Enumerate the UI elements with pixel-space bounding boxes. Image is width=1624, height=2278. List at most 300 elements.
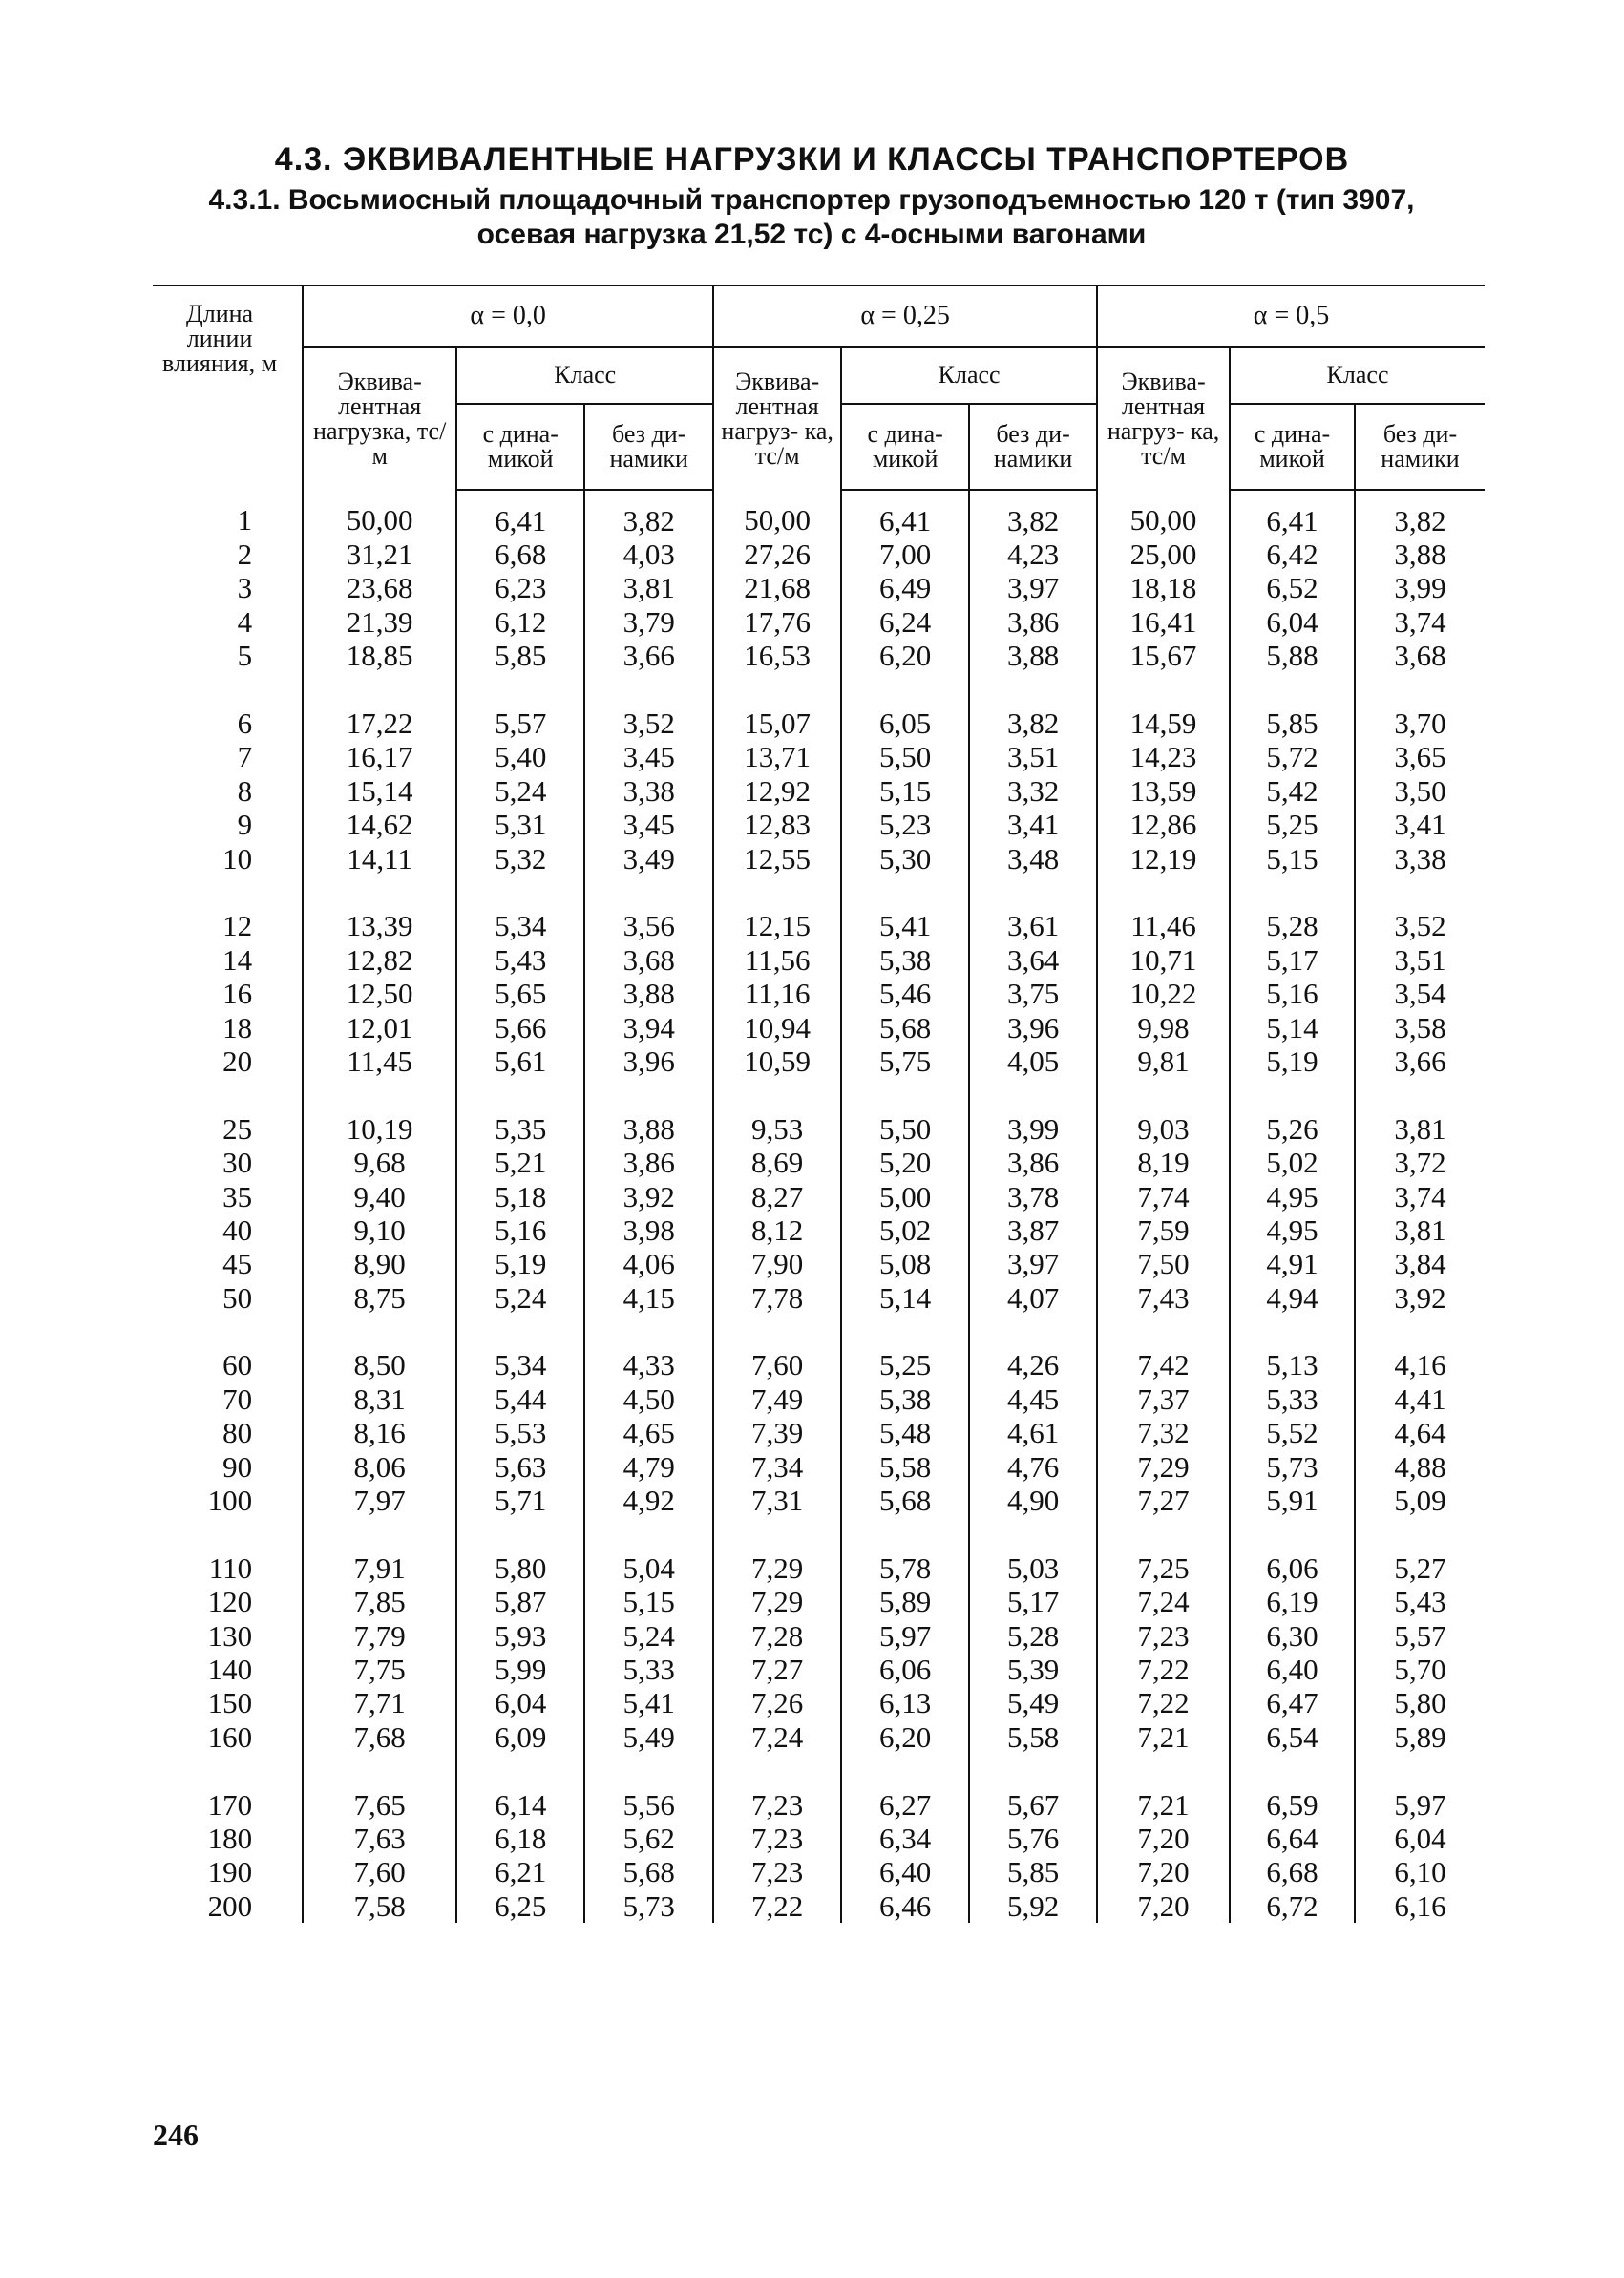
- table-row: [153, 1687, 1485, 1720]
- cell-equiv-load-a025: 7,24: [713, 1720, 841, 1754]
- spacer-cell: [153, 1754, 303, 1787]
- cell-without-dyn-a05: 3,81: [1355, 1112, 1485, 1146]
- table-row: [153, 490, 1485, 538]
- cell-with-dyn-a025: 5,20: [841, 1146, 969, 1179]
- cell-with-dyn-a0: 5,43: [456, 943, 584, 977]
- cell-equiv-load-a05: 7,22: [1097, 1687, 1230, 1720]
- cell-equiv-load-a025: 12,83: [713, 809, 841, 842]
- cell-length: 4: [237, 604, 253, 639]
- spacer-cell: [841, 1518, 969, 1551]
- cell-without-dyn-a05: 5,57: [1355, 1619, 1485, 1653]
- cell-without-dyn-a05: 6,04: [1355, 1822, 1485, 1855]
- cell-equiv-load-a0: 8,31: [303, 1382, 456, 1416]
- cell-length: 80: [222, 1416, 253, 1450]
- table-row: [153, 910, 1485, 943]
- cell-equiv-load-a025: 8,69: [713, 1146, 841, 1179]
- cell-equiv-load-a05: 50,00: [1097, 490, 1230, 538]
- cell-equiv-load-a05: 7,59: [1097, 1213, 1230, 1247]
- table-caption-line-2: осевая нагрузка 21,52 тс) с 4-осными вагонами: [476, 219, 1147, 250]
- cell-equiv-load-a05: 7,23: [1097, 1619, 1230, 1653]
- cell-equiv-load-a05: 7,37: [1097, 1382, 1230, 1416]
- cell-without-dyn-a025: 3,51: [969, 741, 1097, 774]
- cell-with-dyn-a025: 5,02: [841, 1213, 969, 1247]
- group-spacer: [153, 1315, 1485, 1348]
- cell-with-dyn-a05: 5,33: [1230, 1382, 1355, 1416]
- group-spacer: [153, 875, 1485, 909]
- cell-length: 18: [222, 1010, 253, 1044]
- cell-length: 150: [207, 1686, 253, 1720]
- cell-without-dyn-a025: 3,48: [969, 842, 1097, 875]
- table-row: [153, 1112, 1485, 1146]
- cell-with-dyn-a0: 5,93: [456, 1619, 584, 1653]
- cell-with-dyn-a0: 5,53: [456, 1417, 584, 1450]
- cell-without-dyn-a0: 5,62: [584, 1822, 713, 1855]
- cell-equiv-load-a05: 7,29: [1097, 1450, 1230, 1484]
- cell-without-dyn-a025: 3,78: [969, 1180, 1097, 1213]
- cell-with-dyn-a025: 6,06: [841, 1653, 969, 1686]
- cell-without-dyn-a05: 3,92: [1355, 1281, 1485, 1315]
- cell-length: 7: [237, 740, 253, 774]
- cell-with-dyn-a025: 5,75: [841, 1044, 969, 1078]
- cell-without-dyn-a05: 3,81: [1355, 1213, 1485, 1247]
- section-heading: 4.3. ЭКВИВАЛЕНТНЫЕ НАГРУЗКИ И КЛАССЫ ТРАНСПОРТЕРОВ: [274, 141, 1350, 178]
- spacer-cell: [969, 1079, 1097, 1112]
- cell-with-dyn-a0: 5,85: [456, 640, 584, 673]
- spacer-cell: [713, 1079, 841, 1112]
- cell-with-dyn-a05: 6,06: [1230, 1551, 1355, 1585]
- table-row: [153, 1619, 1485, 1653]
- cell-with-dyn-a05: 5,19: [1230, 1044, 1355, 1078]
- cell-equiv-load-a025: 21,68: [713, 572, 841, 605]
- cell-without-dyn-a025: 4,61: [969, 1417, 1097, 1450]
- cell-length: 6: [237, 707, 253, 741]
- table-row: [153, 1720, 1485, 1754]
- cell-without-dyn-a0: 3,94: [584, 1011, 713, 1044]
- cell-equiv-load-a05: 11,46: [1097, 910, 1230, 943]
- table-row: [153, 1180, 1485, 1213]
- cell-with-dyn-a025: 5,89: [841, 1586, 969, 1619]
- cell-with-dyn-a0: 5,71: [456, 1484, 584, 1517]
- cell-without-dyn-a05: 3,51: [1355, 943, 1485, 977]
- cell-without-dyn-a05: 3,74: [1355, 605, 1485, 639]
- cell-without-dyn-a05: 4,41: [1355, 1382, 1485, 1416]
- cell-equiv-load-a0: 12,82: [303, 943, 456, 977]
- cell-without-dyn-a05: 3,41: [1355, 809, 1485, 842]
- cell-without-dyn-a025: 3,86: [969, 605, 1097, 639]
- cell-with-dyn-a0: 5,61: [456, 1044, 584, 1078]
- cell-equiv-load-a05: 7,20: [1097, 1889, 1230, 1923]
- header-equiv-load-025: Эквива- лентная нагруз- ка, тс/м: [713, 347, 841, 490]
- cell-with-dyn-a0: 5,24: [456, 1281, 584, 1315]
- spacer-cell: [303, 875, 456, 909]
- cell-with-dyn-a025: 5,25: [841, 1349, 969, 1382]
- cell-without-dyn-a0: 3,86: [584, 1146, 713, 1179]
- cell-equiv-load-a05: 7,20: [1097, 1856, 1230, 1889]
- cell-length: 200: [207, 1888, 253, 1923]
- header-class-05: Класс: [1230, 347, 1485, 404]
- cell-with-dyn-a0: 5,65: [456, 977, 584, 1010]
- cell-with-dyn-a05: 6,30: [1230, 1619, 1355, 1653]
- cell-equiv-load-a0: 10,19: [303, 1112, 456, 1146]
- cell-equiv-load-a025: 8,27: [713, 1180, 841, 1213]
- spacer-cell: [584, 1315, 713, 1348]
- table-row: [153, 1248, 1485, 1281]
- cell-equiv-load-a0: 8,50: [303, 1349, 456, 1382]
- cell-with-dyn-a025: 5,68: [841, 1011, 969, 1044]
- cell-with-dyn-a025: 6,20: [841, 640, 969, 673]
- cell-equiv-load-a025: 11,56: [713, 943, 841, 977]
- header-alpha-05: α = 0,5: [1097, 285, 1485, 347]
- header-length: Длина линии влияния, м: [153, 285, 303, 490]
- table-row: [153, 1551, 1485, 1585]
- spacer-cell: [969, 1754, 1097, 1787]
- cell-without-dyn-a025: 3,86: [969, 1146, 1097, 1179]
- cell-without-dyn-a0: 4,03: [584, 538, 713, 571]
- cell-without-dyn-a0: 5,49: [584, 1720, 713, 1754]
- cell-equiv-load-a05: 7,27: [1097, 1484, 1230, 1517]
- spacer-cell: [1230, 1518, 1355, 1551]
- cell-without-dyn-a025: 3,64: [969, 943, 1097, 977]
- cell-without-dyn-a025: 3,99: [969, 1112, 1097, 1146]
- cell-equiv-load-a0: 7,79: [303, 1619, 456, 1653]
- cell-without-dyn-a0: 5,33: [584, 1653, 713, 1686]
- cell-without-dyn-a0: 3,96: [584, 1044, 713, 1078]
- cell-without-dyn-a05: 3,68: [1355, 640, 1485, 673]
- cell-equiv-load-a025: 11,16: [713, 977, 841, 1010]
- cell-without-dyn-a05: 5,80: [1355, 1687, 1485, 1720]
- cell-equiv-load-a025: 15,07: [713, 707, 841, 740]
- spacer-cell: [1097, 1754, 1230, 1787]
- cell-equiv-load-a0: 14,11: [303, 842, 456, 875]
- cell-equiv-load-a0: 21,39: [303, 605, 456, 639]
- spacer-cell: [1097, 1315, 1230, 1348]
- cell-with-dyn-a05: 6,59: [1230, 1788, 1355, 1822]
- table-row: [153, 1856, 1485, 1889]
- cell-with-dyn-a025: 6,27: [841, 1788, 969, 1822]
- cell-with-dyn-a0: 6,25: [456, 1889, 584, 1923]
- cell-equiv-load-a025: 7,31: [713, 1484, 841, 1517]
- cell-equiv-load-a0: 7,85: [303, 1586, 456, 1619]
- table-row: [153, 1450, 1485, 1484]
- cell-equiv-load-a025: 7,26: [713, 1687, 841, 1720]
- cell-equiv-load-a05: 9,98: [1097, 1011, 1230, 1044]
- cell-equiv-load-a0: 8,75: [303, 1281, 456, 1315]
- cell-equiv-load-a025: 13,71: [713, 741, 841, 774]
- cell-equiv-load-a05: 7,43: [1097, 1281, 1230, 1315]
- cell-with-dyn-a05: 6,42: [1230, 538, 1355, 571]
- cell-equiv-load-a025: 27,26: [713, 538, 841, 571]
- cell-with-dyn-a05: 5,02: [1230, 1146, 1355, 1179]
- spacer-cell: [456, 875, 584, 909]
- spacer-cell: [303, 673, 456, 707]
- cell-without-dyn-a025: 5,17: [969, 1586, 1097, 1619]
- header-class-0: Класс: [456, 347, 713, 404]
- table-row: [153, 1484, 1485, 1517]
- spacer-cell: [153, 1518, 303, 1551]
- cell-length: 9: [237, 808, 253, 842]
- cell-without-dyn-a0: 4,50: [584, 1382, 713, 1416]
- cell-equiv-load-a05: 14,23: [1097, 741, 1230, 774]
- table-row: [153, 1281, 1485, 1315]
- cell-equiv-load-a05: 7,25: [1097, 1551, 1230, 1585]
- cell-length: 12: [222, 909, 253, 943]
- cell-equiv-load-a0: 9,10: [303, 1213, 456, 1247]
- cell-without-dyn-a025: 5,85: [969, 1856, 1097, 1889]
- spacer-cell: [713, 1754, 841, 1787]
- cell-equiv-load-a05: 7,21: [1097, 1720, 1230, 1754]
- table-row: [153, 1889, 1485, 1923]
- cell-with-dyn-a025: 5,68: [841, 1484, 969, 1517]
- spacer-cell: [303, 1754, 456, 1787]
- cell-equiv-load-a05: 18,18: [1097, 572, 1230, 605]
- cell-without-dyn-a025: 4,90: [969, 1484, 1097, 1517]
- cell-without-dyn-a025: 5,76: [969, 1822, 1097, 1855]
- cell-equiv-load-a025: 12,15: [713, 910, 841, 943]
- cell-equiv-load-a025: 9,53: [713, 1112, 841, 1146]
- cell-without-dyn-a0: 5,15: [584, 1586, 713, 1619]
- cell-with-dyn-a0: 5,87: [456, 1586, 584, 1619]
- cell-with-dyn-a025: 6,34: [841, 1822, 969, 1855]
- cell-with-dyn-a0: 5,34: [456, 1349, 584, 1382]
- cell-without-dyn-a0: 5,68: [584, 1856, 713, 1889]
- cell-without-dyn-a05: 3,99: [1355, 572, 1485, 605]
- cell-equiv-load-a0: 9,68: [303, 1146, 456, 1179]
- cell-equiv-load-a0: 7,65: [303, 1788, 456, 1822]
- cell-with-dyn-a025: 6,46: [841, 1889, 969, 1923]
- cell-with-dyn-a0: 6,41: [456, 490, 584, 538]
- spacer-cell: [969, 673, 1097, 707]
- cell-equiv-load-a05: 10,71: [1097, 943, 1230, 977]
- cell-with-dyn-a025: 5,58: [841, 1450, 969, 1484]
- cell-without-dyn-a0: 4,92: [584, 1484, 713, 1517]
- cell-with-dyn-a05: 6,52: [1230, 572, 1355, 605]
- cell-length: 2: [237, 538, 253, 572]
- spacer-cell: [1355, 1518, 1485, 1551]
- cell-without-dyn-a0: 3,66: [584, 640, 713, 673]
- cell-equiv-load-a05: 7,50: [1097, 1248, 1230, 1281]
- cell-without-dyn-a05: 3,54: [1355, 977, 1485, 1010]
- cell-without-dyn-a025: 4,07: [969, 1281, 1097, 1315]
- cell-without-dyn-a0: 4,15: [584, 1281, 713, 1315]
- spacer-cell: [153, 673, 303, 707]
- header-equiv-load-05: Эквива- лентная нагруз- ка, тс/м: [1097, 347, 1230, 490]
- cell-equiv-load-a05: 8,19: [1097, 1146, 1230, 1179]
- cell-equiv-load-a0: 11,45: [303, 1044, 456, 1078]
- cell-with-dyn-a0: 5,35: [456, 1112, 584, 1146]
- table-row: [153, 1213, 1485, 1247]
- cell-without-dyn-a025: 5,92: [969, 1889, 1097, 1923]
- spacer-cell: [584, 875, 713, 909]
- header-with-dynamics-0: с дина- микой: [456, 404, 584, 490]
- cell-with-dyn-a05: 5,91: [1230, 1484, 1355, 1517]
- cell-with-dyn-a0: 6,04: [456, 1687, 584, 1720]
- cell-with-dyn-a05: 6,41: [1230, 490, 1355, 538]
- spacer-cell: [1230, 1079, 1355, 1112]
- cell-equiv-load-a025: 7,29: [713, 1551, 841, 1585]
- cell-length: 40: [222, 1213, 253, 1247]
- cell-with-dyn-a025: 5,30: [841, 842, 969, 875]
- cell-without-dyn-a05: 3,65: [1355, 741, 1485, 774]
- spacer-cell: [1097, 1518, 1230, 1551]
- cell-with-dyn-a05: 4,91: [1230, 1248, 1355, 1281]
- cell-without-dyn-a05: 3,58: [1355, 1011, 1485, 1044]
- cell-length: 190: [207, 1855, 253, 1889]
- spacer-cell: [303, 1315, 456, 1348]
- cell-equiv-load-a05: 13,59: [1097, 774, 1230, 808]
- cell-with-dyn-a05: 5,73: [1230, 1450, 1355, 1484]
- cell-with-dyn-a0: 6,18: [456, 1822, 584, 1855]
- cell-equiv-load-a0: 13,39: [303, 910, 456, 943]
- table-row: [153, 774, 1485, 808]
- table-row: [153, 1822, 1485, 1855]
- spacer-cell: [1230, 875, 1355, 909]
- cell-without-dyn-a05: 3,70: [1355, 707, 1485, 740]
- cell-length: 110: [208, 1550, 253, 1585]
- cell-with-dyn-a025: 5,97: [841, 1619, 969, 1653]
- cell-equiv-load-a025: 50,00: [713, 490, 841, 538]
- cell-without-dyn-a0: 3,56: [584, 910, 713, 943]
- cell-length: 70: [222, 1382, 253, 1416]
- cell-equiv-load-a025: 7,49: [713, 1382, 841, 1416]
- cell-without-dyn-a05: 5,70: [1355, 1653, 1485, 1686]
- cell-with-dyn-a025: 5,23: [841, 809, 969, 842]
- cell-without-dyn-a0: 5,04: [584, 1551, 713, 1585]
- cell-length: 35: [222, 1179, 253, 1213]
- cell-equiv-load-a05: 15,67: [1097, 640, 1230, 673]
- spacer-cell: [456, 1518, 584, 1551]
- cell-without-dyn-a0: 4,65: [584, 1417, 713, 1450]
- cell-equiv-load-a0: 7,71: [303, 1687, 456, 1720]
- cell-equiv-load-a05: 10,22: [1097, 977, 1230, 1010]
- cell-equiv-load-a0: 7,97: [303, 1484, 456, 1517]
- cell-without-dyn-a0: 3,98: [584, 1213, 713, 1247]
- cell-with-dyn-a025: 6,24: [841, 605, 969, 639]
- cell-with-dyn-a025: 7,00: [841, 538, 969, 571]
- cell-with-dyn-a05: 5,15: [1230, 842, 1355, 875]
- table-body: [153, 490, 1485, 1923]
- table-row: [153, 977, 1485, 1010]
- cell-without-dyn-a025: 5,39: [969, 1653, 1097, 1686]
- cell-length: 16: [222, 977, 253, 1011]
- spacer-cell: [303, 1079, 456, 1112]
- header-alpha-025: α = 0,25: [713, 285, 1097, 347]
- cell-with-dyn-a0: 6,23: [456, 572, 584, 605]
- cell-without-dyn-a025: 4,76: [969, 1450, 1097, 1484]
- table-row: [153, 707, 1485, 740]
- cell-equiv-load-a025: 7,39: [713, 1417, 841, 1450]
- cell-with-dyn-a05: 6,68: [1230, 1856, 1355, 1889]
- cell-with-dyn-a0: 6,68: [456, 538, 584, 571]
- table-row: [153, 1586, 1485, 1619]
- table-row: [153, 538, 1485, 571]
- spacer-cell: [1355, 1079, 1485, 1112]
- cell-with-dyn-a025: 6,40: [841, 1856, 969, 1889]
- cell-with-dyn-a025: 5,08: [841, 1248, 969, 1281]
- spacer-cell: [1097, 875, 1230, 909]
- cell-without-dyn-a0: 3,49: [584, 842, 713, 875]
- cell-equiv-load-a05: 7,22: [1097, 1653, 1230, 1686]
- spacer-cell: [153, 1079, 303, 1112]
- cell-with-dyn-a0: 6,09: [456, 1720, 584, 1754]
- spacer-cell: [1355, 673, 1485, 707]
- cell-with-dyn-a05: 6,54: [1230, 1720, 1355, 1754]
- cell-equiv-load-a05: 7,74: [1097, 1180, 1230, 1213]
- cell-with-dyn-a05: 5,52: [1230, 1417, 1355, 1450]
- cell-without-dyn-a0: 3,88: [584, 977, 713, 1010]
- cell-equiv-load-a05: 7,32: [1097, 1417, 1230, 1450]
- cell-length: 30: [222, 1146, 253, 1180]
- cell-equiv-load-a05: 9,81: [1097, 1044, 1230, 1078]
- spacer-cell: [584, 1518, 713, 1551]
- cell-equiv-load-a05: 14,59: [1097, 707, 1230, 740]
- cell-without-dyn-a05: 6,16: [1355, 1889, 1485, 1923]
- spacer-cell: [153, 1315, 303, 1348]
- spacer-cell: [713, 1315, 841, 1348]
- cell-without-dyn-a05: 3,74: [1355, 1180, 1485, 1213]
- cell-equiv-load-a025: 12,55: [713, 842, 841, 875]
- cell-length: 180: [207, 1821, 253, 1855]
- cell-with-dyn-a05: 5,85: [1230, 707, 1355, 740]
- cell-without-dyn-a025: 3,87: [969, 1213, 1097, 1247]
- spacer-cell: [456, 1754, 584, 1787]
- spacer-cell: [303, 1518, 456, 1551]
- cell-without-dyn-a025: 3,96: [969, 1011, 1097, 1044]
- cell-equiv-load-a05: 7,24: [1097, 1586, 1230, 1619]
- cell-equiv-load-a05: 25,00: [1097, 538, 1230, 571]
- cell-without-dyn-a025: 5,03: [969, 1551, 1097, 1585]
- cell-with-dyn-a025: 5,15: [841, 774, 969, 808]
- spacer-cell: [1355, 1315, 1485, 1348]
- cell-equiv-load-a0: 8,06: [303, 1450, 456, 1484]
- cell-equiv-load-a025: 7,34: [713, 1450, 841, 1484]
- cell-length: 3: [237, 571, 253, 605]
- cell-without-dyn-a05: 3,88: [1355, 538, 1485, 571]
- cell-length: 50: [222, 1280, 253, 1315]
- cell-without-dyn-a025: 3,97: [969, 572, 1097, 605]
- cell-with-dyn-a025: 5,14: [841, 1281, 969, 1315]
- cell-without-dyn-a05: 5,89: [1355, 1720, 1485, 1754]
- cell-with-dyn-a05: 5,16: [1230, 977, 1355, 1010]
- cell-equiv-load-a025: 10,94: [713, 1011, 841, 1044]
- header-without-dynamics-05: без ди- намики: [1355, 404, 1485, 490]
- cell-with-dyn-a05: 5,17: [1230, 943, 1355, 977]
- table-row: [153, 605, 1485, 639]
- cell-without-dyn-a0: 3,79: [584, 605, 713, 639]
- cell-with-dyn-a05: 5,28: [1230, 910, 1355, 943]
- group-spacer: [153, 1518, 1485, 1551]
- cell-without-dyn-a025: 5,49: [969, 1687, 1097, 1720]
- cell-equiv-load-a05: 16,41: [1097, 605, 1230, 639]
- cell-without-dyn-a025: 3,41: [969, 809, 1097, 842]
- cell-with-dyn-a0: 6,12: [456, 605, 584, 639]
- cell-equiv-load-a05: 7,21: [1097, 1788, 1230, 1822]
- spacer-cell: [841, 1079, 969, 1112]
- table-row: [153, 1382, 1485, 1416]
- cell-without-dyn-a025: 3,75: [969, 977, 1097, 1010]
- cell-equiv-load-a0: 7,75: [303, 1653, 456, 1686]
- cell-with-dyn-a0: 5,40: [456, 741, 584, 774]
- cell-with-dyn-a05: 4,94: [1230, 1281, 1355, 1315]
- cell-equiv-load-a05: 7,20: [1097, 1822, 1230, 1855]
- cell-length: 1: [237, 503, 253, 538]
- cell-equiv-load-a025: 7,78: [713, 1281, 841, 1315]
- table-row: [153, 640, 1485, 673]
- cell-length: 140: [207, 1652, 253, 1686]
- cell-equiv-load-a025: 7,60: [713, 1349, 841, 1382]
- cell-without-dyn-a05: 4,16: [1355, 1349, 1485, 1382]
- cell-without-dyn-a025: 4,23: [969, 538, 1097, 571]
- cell-without-dyn-a0: 3,92: [584, 1180, 713, 1213]
